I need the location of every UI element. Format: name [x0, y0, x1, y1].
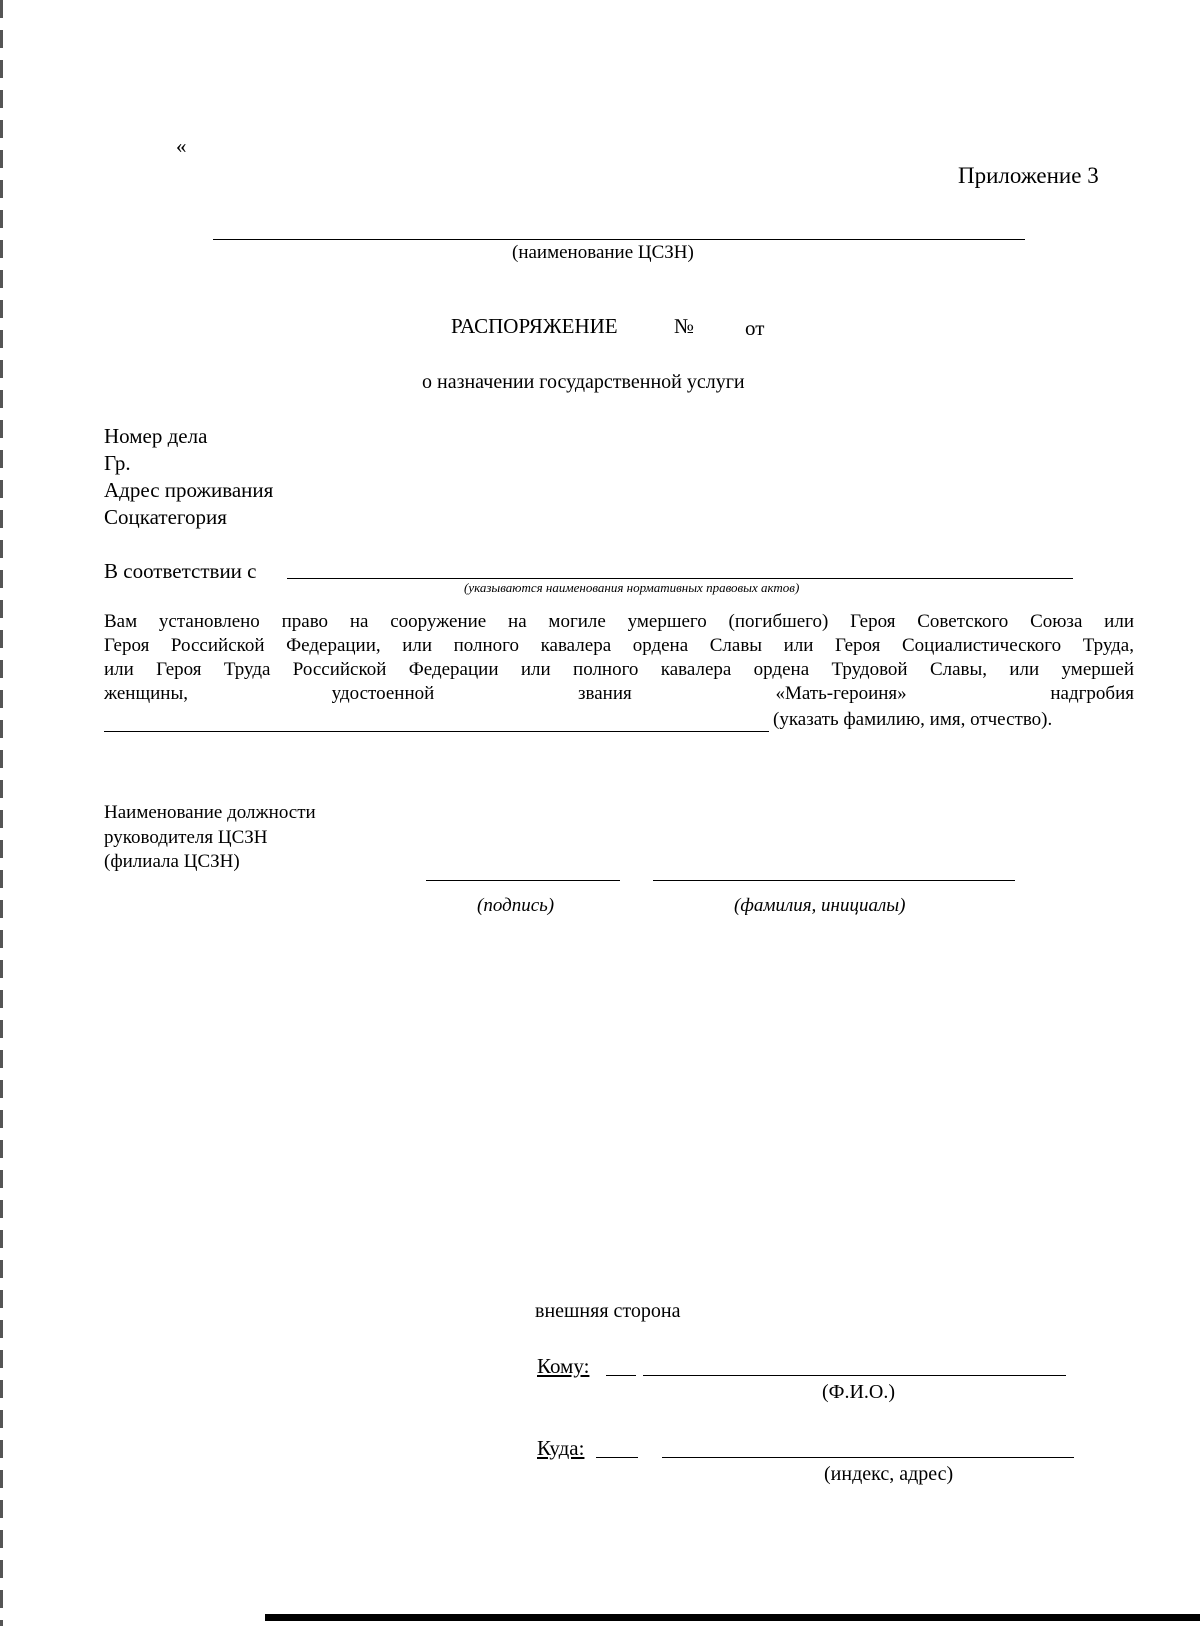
to-short-line — [606, 1375, 636, 1376]
position-line-2: руководителя ЦСЗН — [104, 827, 268, 848]
name-hint: (указать фамилию, имя, отчество). — [773, 709, 1053, 730]
position-line-3: (филиала ЦСЗН) — [104, 851, 240, 872]
name-line — [104, 731, 769, 732]
body-line-3: или Героя Труда Российской Федерации или полного кавалера ордена Трудовой Славы, или умершей — [104, 659, 1134, 680]
order-number-sign: № — [674, 314, 695, 338]
appendix-label: Приложение 3 — [958, 163, 1099, 188]
envelope-side-label: внешняя сторона — [535, 1300, 681, 1322]
quote-mark: « — [176, 134, 187, 158]
to-line — [643, 1375, 1066, 1376]
org-name-line — [213, 239, 1025, 240]
full-name-line — [653, 880, 1015, 881]
body-paragraph — [104, 610, 1134, 706]
signature-caption: (подпись) — [477, 895, 555, 916]
org-name-caption: (наименование ЦСЗН) — [512, 242, 694, 263]
scan-bottom-edge — [265, 1614, 1200, 1621]
position-line-1: Наименование должности — [104, 802, 316, 823]
category-label: Соцкатегория — [104, 505, 227, 529]
signature-line — [426, 880, 620, 881]
body-line-4: женщины, удостоенной звания «Мать-героиня» надгробия — [104, 683, 1134, 704]
to-caption: (Ф.И.О.) — [822, 1381, 896, 1403]
where-label: Куда: — [537, 1436, 585, 1460]
where-short-line — [596, 1457, 638, 1458]
body-line-2: Героя Российской Федерации, или полного кавалера ордена Славы или Героя Социалистического Труда, — [104, 635, 1134, 656]
order-from: от — [745, 316, 765, 340]
body-line-1: Вам установлено право на сооружение на могиле умершего (погибшего) Героя Советского Союза или — [104, 611, 1134, 632]
full-name-caption: (фамилия, инициалы) — [734, 895, 906, 916]
accordance-label: В соответствии с — [104, 559, 257, 583]
accordance-line — [287, 578, 1073, 579]
where-line — [662, 1457, 1074, 1458]
where-caption: (индекс, адрес) — [824, 1463, 954, 1485]
to-label: Кому: — [537, 1354, 590, 1378]
scan-left-edge — [0, 0, 3, 1626]
order-title: РАСПОРЯЖЕНИЕ — [451, 314, 618, 338]
accordance-caption: (указываются наименования нормативных правовых актов) — [464, 580, 800, 595]
order-subject: о назначении государственной услуги — [422, 371, 745, 393]
address-label: Адрес проживания — [104, 478, 274, 502]
case-number-label: Номер дела — [104, 424, 208, 448]
citizen-label: Гр. — [104, 451, 131, 475]
